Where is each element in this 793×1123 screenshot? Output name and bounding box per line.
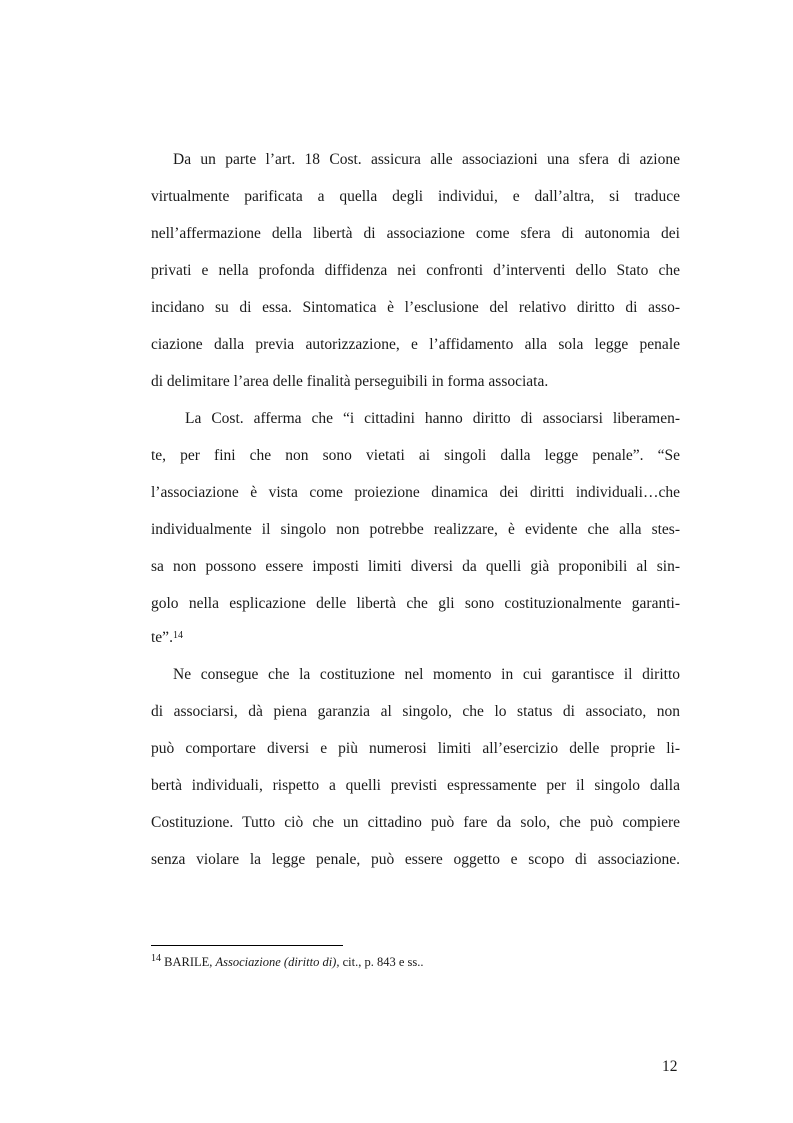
footnote [151, 955, 424, 970]
text-line: bertà individuali, rispetto a quelli previsti espressamente per il singolo dalla [151, 777, 680, 794]
text-line: virtualmente parificata a quella degli individui, e dall’altra, si traduce [151, 188, 680, 205]
text-line: ciazione dalla previa autorizzazione, e l’affidamento alla sola legge penale [151, 336, 680, 353]
text-line: golo nella esplicazione delle libertà che gli sono costituzionalmente garanti- [151, 595, 680, 612]
footnote-number: 14 [151, 953, 161, 964]
text-line: La Cost. afferma che “i cittadini hanno diritto di associarsi liberamen- [185, 410, 680, 427]
text-line: incidano su di essa. Sintomatica è l’esclusione del relativo diritto di asso- [151, 299, 680, 316]
text-line: senza violare la legge penale, può essere oggetto e scopo di associazione. [151, 851, 680, 868]
footnote-author: BARILE, [164, 955, 213, 969]
text-line [151, 628, 680, 648]
text-line: può comportare diversi e più numerosi limiti all’esercizio delle proprie li- [151, 740, 680, 757]
text-line: sa non possono essere imposti limiti diversi da quelli già proponibili al sin- [151, 558, 680, 575]
text-line: Costituzione. Tutto ciò che un cittadino può fare da solo, che può compiere [151, 814, 680, 831]
text-line: individualmente il singolo non potrebbe realizzare, è evidente che alla stes- [151, 521, 680, 538]
text-line: Ne consegue che la costituzione nel momento in cui garantisce il diritto [173, 666, 680, 683]
text-line-content: te”. [151, 629, 173, 646]
footnote-rest: cit., p. 843 e ss.. [342, 955, 424, 969]
text-line: di associarsi, dà piena garanzia al singolo, che lo status di associato, non [151, 703, 680, 720]
text-line: Da un parte l’art. 18 Cost. assicura alle associazioni una sfera di azione [173, 151, 680, 168]
page-number: 12 [662, 1058, 678, 1075]
footnote-ref[interactable]: 14 [172, 630, 183, 641]
text-line: privati e nella profonda diffidenza nei confronti d’interventi dello Stato che [151, 262, 680, 279]
text-line: te, per fini che non sono vietati ai singoli dalla legge penale”. “Se [151, 447, 680, 464]
footnote-rule [151, 945, 343, 946]
text-line: nell’affermazione della libertà di associazione come sfera di autonomia dei [151, 225, 680, 242]
footnote-title: Associazione (diritto di), [215, 955, 340, 969]
text-line: l’associazione è vista come proiezione dinamica dei diritti individuali…che [151, 484, 680, 501]
text-line: di delimitare l’area delle finalità perseguibili in forma associata. [151, 373, 549, 390]
